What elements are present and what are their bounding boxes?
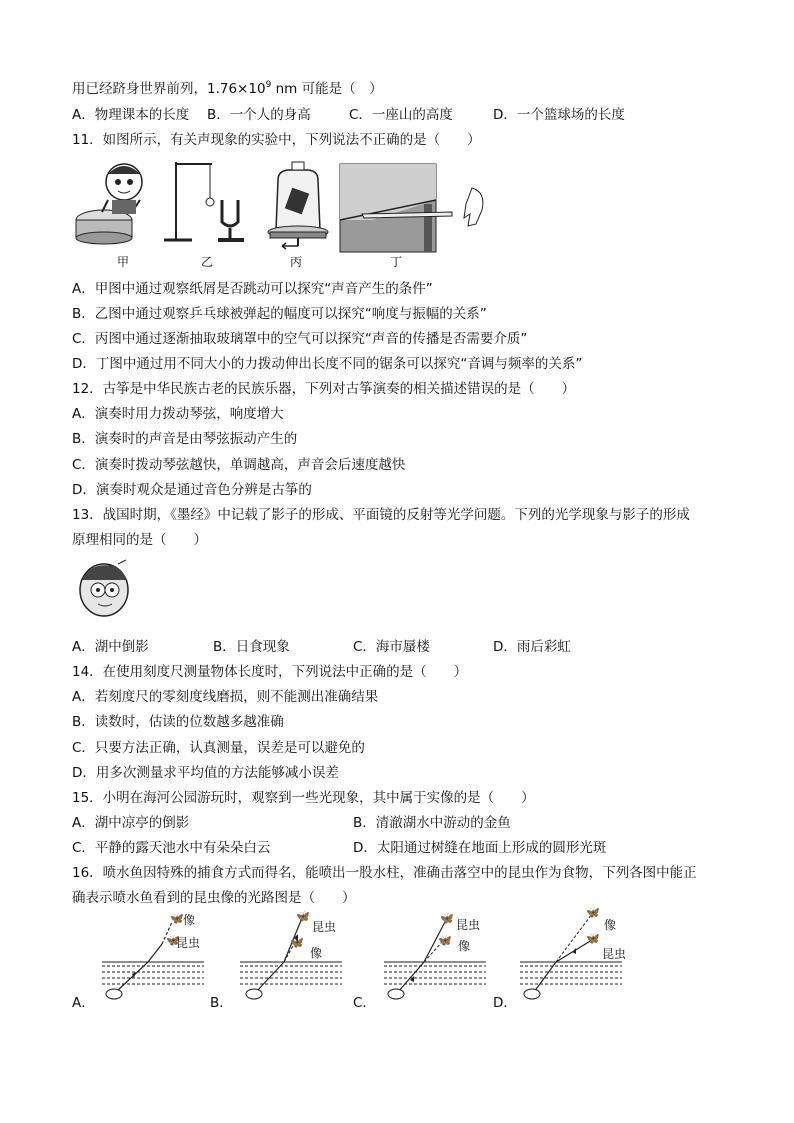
q11-label-jia: 甲 (117, 255, 130, 269)
q12-option-d[interactable]: D．演奏时观众是通过音色分辨是古筝的 (72, 482, 312, 498)
saw-blade-experiment-figure (340, 164, 483, 252)
q10-option-d[interactable]: D．一个篮球场的长度 (493, 107, 625, 123)
q13-option-d[interactable]: D．雨后彩虹 (493, 639, 571, 655)
q14-option-d[interactable]: D．用多次测量求平均值的方法能够减小误差 (72, 765, 339, 781)
svg-text:🦋: 🦋 (438, 934, 452, 947)
q16-option-a[interactable]: A． (72, 995, 95, 1011)
q13-option-b[interactable]: B．日食现象 (213, 639, 290, 655)
q16-d-image-label: 像 (604, 918, 617, 932)
q15-option-a[interactable]: A．湖中凉亭的倒影 (72, 815, 190, 831)
q15-stem: 15．小明在海河公园游玩时，观察到一些光现象，其中属于实像的是（ ） (72, 790, 535, 806)
q12-option-b[interactable]: B．演奏时的声音是由琴弦振动产生的 (72, 431, 298, 447)
q13-stem-line2: 原理相同的是（ ） (72, 532, 207, 548)
svg-text:🦋: 🦋 (586, 906, 600, 919)
q11-experiments-illustration (72, 160, 492, 270)
q13-stem-line1: 13．战国时期，《墨经》中记载了影子的形成、平面镜的反射等光学问题。下列的光学现象与影子的形成 (72, 507, 690, 523)
q11-label-ding: 丁 (390, 255, 403, 269)
svg-text:🦋: 🦋 (166, 934, 180, 947)
q11-label-yi: 乙 (201, 255, 214, 269)
svg-text:🦋: 🦋 (290, 936, 304, 949)
q15-option-c[interactable]: C．平静的露天池水中有朵朵白云 (72, 840, 271, 856)
q10-stem (72, 76, 383, 98)
q12-stem: 12．古筝是中华民族古老的民族乐器，下列对古筝演奏的相关描述错误的是（ ） (72, 381, 576, 397)
q16-b-insect-label: 昆虫 (312, 920, 337, 934)
q11-stem: 11．如图所示，有关声现象的实验中，下列说法不正确的是（ ） (72, 132, 481, 148)
q14-option-c[interactable]: C．只要方法正确，认真测量，误差是可以避免的 (72, 740, 365, 756)
q12-option-a[interactable]: A．演奏时用力拨动琴弦，响度增大 (72, 406, 284, 422)
q10-stem-pre: 用已经跻身世界前列，1.76×10 (72, 81, 266, 97)
q16-a-insect-label: 昆虫 (176, 936, 201, 950)
drum-experiment-figure (76, 164, 142, 244)
q14-option-a[interactable]: A．若刻度尺的零刻度线磨损，则不能测出准确结果 (72, 689, 379, 705)
q11-option-c[interactable]: C．丙图中通过逐渐抽取玻璃罩中的空气可以探究“声音的传播是否需要介质” (72, 331, 528, 347)
svg-text:🦋: 🦋 (296, 910, 310, 923)
q16-c-insect-label: 昆虫 (456, 918, 481, 932)
svg-text:🦋: 🦋 (170, 912, 184, 925)
q15-option-b[interactable]: B．清澈湖水中游动的金鱼 (353, 815, 511, 831)
q16-d-insect-label: 昆虫 (602, 947, 627, 961)
tuning-fork-experiment-figure (164, 162, 244, 242)
q13-option-a[interactable]: A．湖中倒影 (72, 639, 149, 655)
q13-shadow-figure (74, 558, 130, 625)
q10-option-b[interactable]: B．一个人的身高 (207, 107, 311, 123)
q10-option-a[interactable]: A．物理课本的长度 (72, 107, 190, 123)
q12-option-c[interactable]: C．演奏时拨动琴弦越快，单调越高，声音会后速度越快 (72, 457, 406, 473)
q11-option-b[interactable]: B．乙图中通过观察乒乓球被弹起的幅度可以探究“响度与振幅的关系” (72, 306, 487, 322)
q10-option-c[interactable]: C．一座山的高度 (349, 107, 453, 123)
bell-jar-experiment-figure (268, 162, 328, 249)
q10-stem-exponent: 9 (265, 80, 272, 90)
q16-option-b[interactable]: B． (210, 995, 233, 1011)
q16-stem-line1: 16．喷水鱼因特殊的捕食方式而得名，能喷出一股水柱，准确击落空中的昆虫作为食物，下列各图中能正 (72, 865, 697, 881)
q16-stem-line2: 确表示喷水鱼看到的昆虫像的光路图是（ ） (72, 890, 356, 906)
q13-option-c[interactable]: C．海市蜃楼 (353, 639, 430, 655)
q10-stem-post: nm 可能是（ ） (271, 81, 383, 97)
q16-a-image-label: 像 (183, 913, 196, 927)
q11-label-bing: 丙 (290, 255, 303, 269)
q15-option-d[interactable]: D．太阳通过树缝在地面上形成的圆形光斑 (353, 840, 607, 856)
shadow-face-illustration (74, 558, 130, 620)
q16-option-d[interactable]: D． (493, 995, 517, 1011)
q16-option-c[interactable]: C． (353, 995, 376, 1011)
svg-text:🦋: 🦋 (440, 912, 454, 925)
svg-text:🦋: 🦋 (586, 932, 600, 945)
q11-option-a[interactable]: A．甲图中通过观察纸屑是否跳动可以探究“声音产生的条件” (72, 281, 433, 297)
q11-option-d[interactable]: D．丁图中通过用不同大小的力拨动伸出长度不同的锯条可以探究“音调与频率的关系” (72, 356, 583, 372)
q14-option-b[interactable]: B．读数时，估读的位数越多越准确 (72, 714, 284, 730)
q16-c-image-label: 像 (458, 939, 471, 953)
q11-figure (72, 160, 492, 270)
q16-b-image-label: 像 (310, 946, 323, 960)
q14-stem: 14．在使用刻度尺测量物体长度时，下列说法中正确的是（ ） (72, 664, 468, 680)
